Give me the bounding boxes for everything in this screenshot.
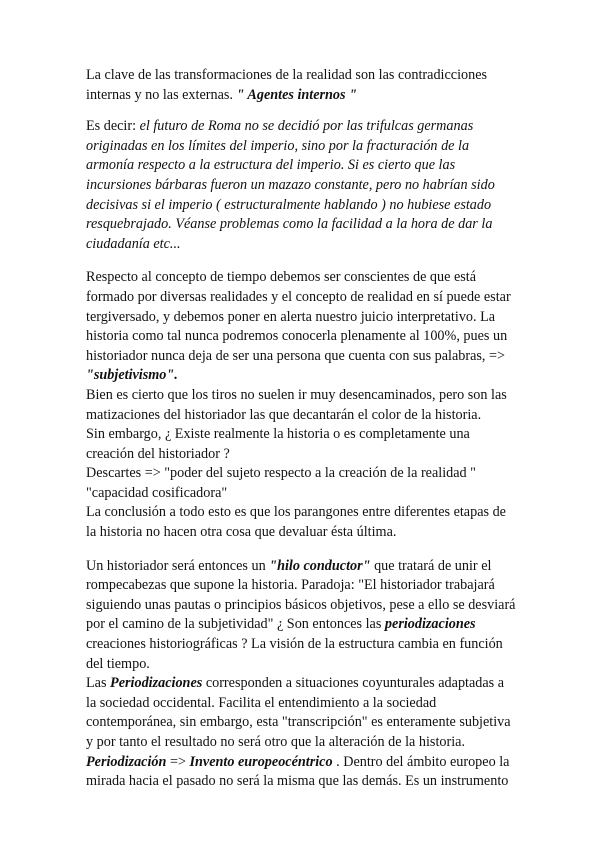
text-span: . Dentro del ámbito europeo la bbox=[332, 753, 510, 770]
text-line: creaciones historiográficas ? La visión de la estructura cambia en función bbox=[86, 636, 503, 653]
text-line: decisivas si el imperio ( estructuralmente hablando ) no hubiese estado bbox=[86, 196, 492, 213]
text-line: y por tanto el resultado no será otro que la alteración de la historia. bbox=[86, 734, 465, 750]
text-line: Sin embargo, ¿ Existe realmente la historia o es completamente una bbox=[86, 426, 470, 443]
text-line: historiador nunca deja de ser una persona que cuenta con sus palabras, => bbox=[86, 347, 506, 364]
text-line: La conclusión a todo esto es que los parangones entre diferentes etapas de bbox=[86, 504, 506, 521]
text-span: por el camino de la subjetividad" ¿ Son entonces las bbox=[86, 616, 385, 633]
emphasis-subjetivismo: "subjetivismo". bbox=[86, 367, 178, 384]
text-span: que tratará de unir el bbox=[370, 557, 492, 574]
text-line: creación del historiador ? bbox=[86, 445, 230, 462]
text-line bbox=[86, 117, 526, 137]
text-line: Descartes => "poder del sujeto respecto a la creación de la realidad " bbox=[86, 465, 476, 482]
text-line: tergiversado, y debemos poner en alerta nuestro juicio interpretativo. La bbox=[86, 308, 496, 325]
document-body bbox=[86, 66, 526, 792]
text-line: la sociedad occidental. Facilita el entendimiento a la sociedad bbox=[86, 694, 437, 711]
paragraph-time bbox=[86, 268, 526, 542]
text-line bbox=[86, 615, 526, 635]
emphasis-periodizacion: Periodización bbox=[86, 753, 167, 770]
emphasis-invento-europeocentrico: Invento europeocéntrico bbox=[189, 753, 333, 770]
emphasis-hilo-conductor: "hilo conductor" bbox=[269, 557, 371, 574]
text-line: Respecto al concepto de tiempo debemos ser conscientes de que está bbox=[86, 269, 477, 286]
text-line bbox=[86, 557, 526, 577]
text-line: ciudadanía etc... bbox=[86, 235, 181, 252]
text-line bbox=[86, 86, 526, 106]
text-line: La clave de las transformaciones de la realidad son las contradicciones bbox=[86, 67, 488, 83]
text-span: corresponden a situaciones coyunturales adaptadas a bbox=[202, 675, 505, 692]
text-line: resquebrajado. Véanse problemas como la facilidad a la hora de dar la bbox=[86, 216, 493, 233]
text-line: originadas en los límites del imperio, sino por la fracturación de la bbox=[86, 137, 470, 154]
emphasis-periodizaciones: periodizaciones bbox=[384, 616, 476, 633]
text-span: => bbox=[166, 753, 190, 770]
text-span: internas y no las externas. bbox=[86, 86, 237, 103]
text-line: "capacidad cosificadora" bbox=[86, 484, 228, 501]
text-line bbox=[86, 674, 526, 694]
paragraph-intro bbox=[86, 66, 526, 105]
emphasis-agentes-internos: " Agentes internos " bbox=[236, 86, 357, 103]
text-line: siguiendo unas pautas o principios básicos objetivos, pese a ello se desviará bbox=[86, 596, 516, 613]
paragraph-rome bbox=[86, 117, 526, 254]
text-span: Las bbox=[86, 675, 111, 692]
paragraph-thread bbox=[86, 557, 526, 792]
text-line: mirada hacia el pasado no será la misma que las demás. Es un instrumento bbox=[86, 773, 509, 790]
text-span: Un historiador será entonces un bbox=[86, 557, 270, 574]
text-line: historia como tal nunca podremos conocerla plenamente al 100%, pues un bbox=[86, 328, 508, 345]
text-line: incursiones bárbaras fueron un mazazo constante, pero no habrían sido bbox=[86, 176, 495, 193]
text-line: del tiempo. bbox=[86, 655, 150, 672]
text-line: la historia no hacen otra cosa que devaluar ésta última. bbox=[86, 524, 397, 541]
text-line: matizaciones del historiador las que decantarán el color de la historia. bbox=[86, 406, 482, 423]
text-line: rompecabezas que supone la historia. Paradoja: "El historiador trabajará bbox=[86, 577, 495, 594]
text-span: Es decir: bbox=[86, 118, 140, 135]
text-line bbox=[86, 753, 526, 773]
text-line: Bien es cierto que los tiros no suelen ir muy desencaminados, pero son las bbox=[86, 386, 507, 403]
text-line: armonía respecto a la estructura del imperio. Si es cierto que las bbox=[86, 157, 456, 174]
italic-text: el futuro de Roma no se decidió por las trifulcas germanas bbox=[139, 118, 474, 135]
text-line: formado por diversas realidades y el concepto de realidad en sí puede estar bbox=[86, 288, 511, 305]
emphasis-periodizaciones-2: Periodizaciones bbox=[110, 675, 203, 692]
text-line: contemporánea, sin embargo, esta "transcripción" es enteramente subjetiva bbox=[86, 714, 511, 731]
